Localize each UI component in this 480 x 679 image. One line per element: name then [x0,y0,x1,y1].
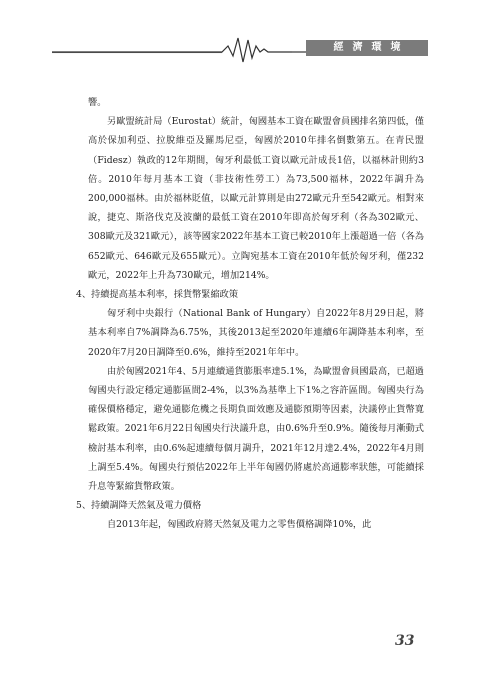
page-number: 33 [395,633,415,649]
paragraph-inflation: 由於匈國2021年4、5月連續通貨膨脹率達5.1%，為歐盟會員國最高，已超過匈國央行設定穩定通膨區間2-4%，以3%為基準上下1%之容許區間。匈國央行為確保價格穩定，避免通膨危機之長期負面效應及通膨預期等因素，決議停止貨幣寬鬆政策。2021年6月22日匈國央行決議升息，由0.6%升至0.9%。隨後每月漸動式檢討基本利率，由0.6%起連續每個月調升，2021年12月達2.4%，2022年4月則上調至5.4%。匈國央行預估2022年上半年匈國仍將處於高通膨率狀態，可能續採升息等緊縮貨幣政策。 [88,365,424,493]
page-content [76,93,424,535]
section-heading-interest-rate: 4、持續提高基本利率，採貨幣緊縮政策 [76,289,239,301]
paragraph-wage-statistics: 另歐盟統計局（Eurostat）統計，匈國基本工資在歐盟會員國排名第四低，僅高於保加利亞、拉脫維亞及羅馬尼亞，匈國於2010年排名倒數第五。在青民盟（Fidesz）執政的12年期間，匈牙利最低工資以歐元計成長1倍，以福林計則約3倍。2010年每月基本工資（非技術性勞工）為73,500福林，2022年調升為200,000福林。由於福林貶值，以歐元計算則是由272歐元升至542歐元。相對來說，捷克、斯洛伐克及波蘭的最低工資在2010年即高於匈牙利（各為302歐元、308歐元及321歐元），該等國家2022年基本工資已較2010年上漲超過一倍（各為652歐元、646歐元及655歐元）。立陶宛基本工資在2010年低於匈牙利，僅232歐元，2022年上升為730歐元，增加214%。 [88,116,424,281]
section-title-tag: 經濟環境 [306,40,428,56]
page-header [0,0,480,80]
paragraph-central-bank: 匈牙利中央銀行（National Bank of Hungary）自2022年8月29日起，將基本利率自7%調降為6.75%，其後2013起至2020年連續6年調降基本利率，至2020年7月20日調降至0.6%，維持至2021年年中。 [88,308,424,358]
continuation-text: 響。 [88,97,107,108]
section-heading-energy-prices: 5、持續調降天然氣及電力價格 [76,500,202,512]
paragraph-energy-prices: 自2013年起，匈國政府將天然氣及電力之零售價格調降10%，此 [107,519,372,531]
